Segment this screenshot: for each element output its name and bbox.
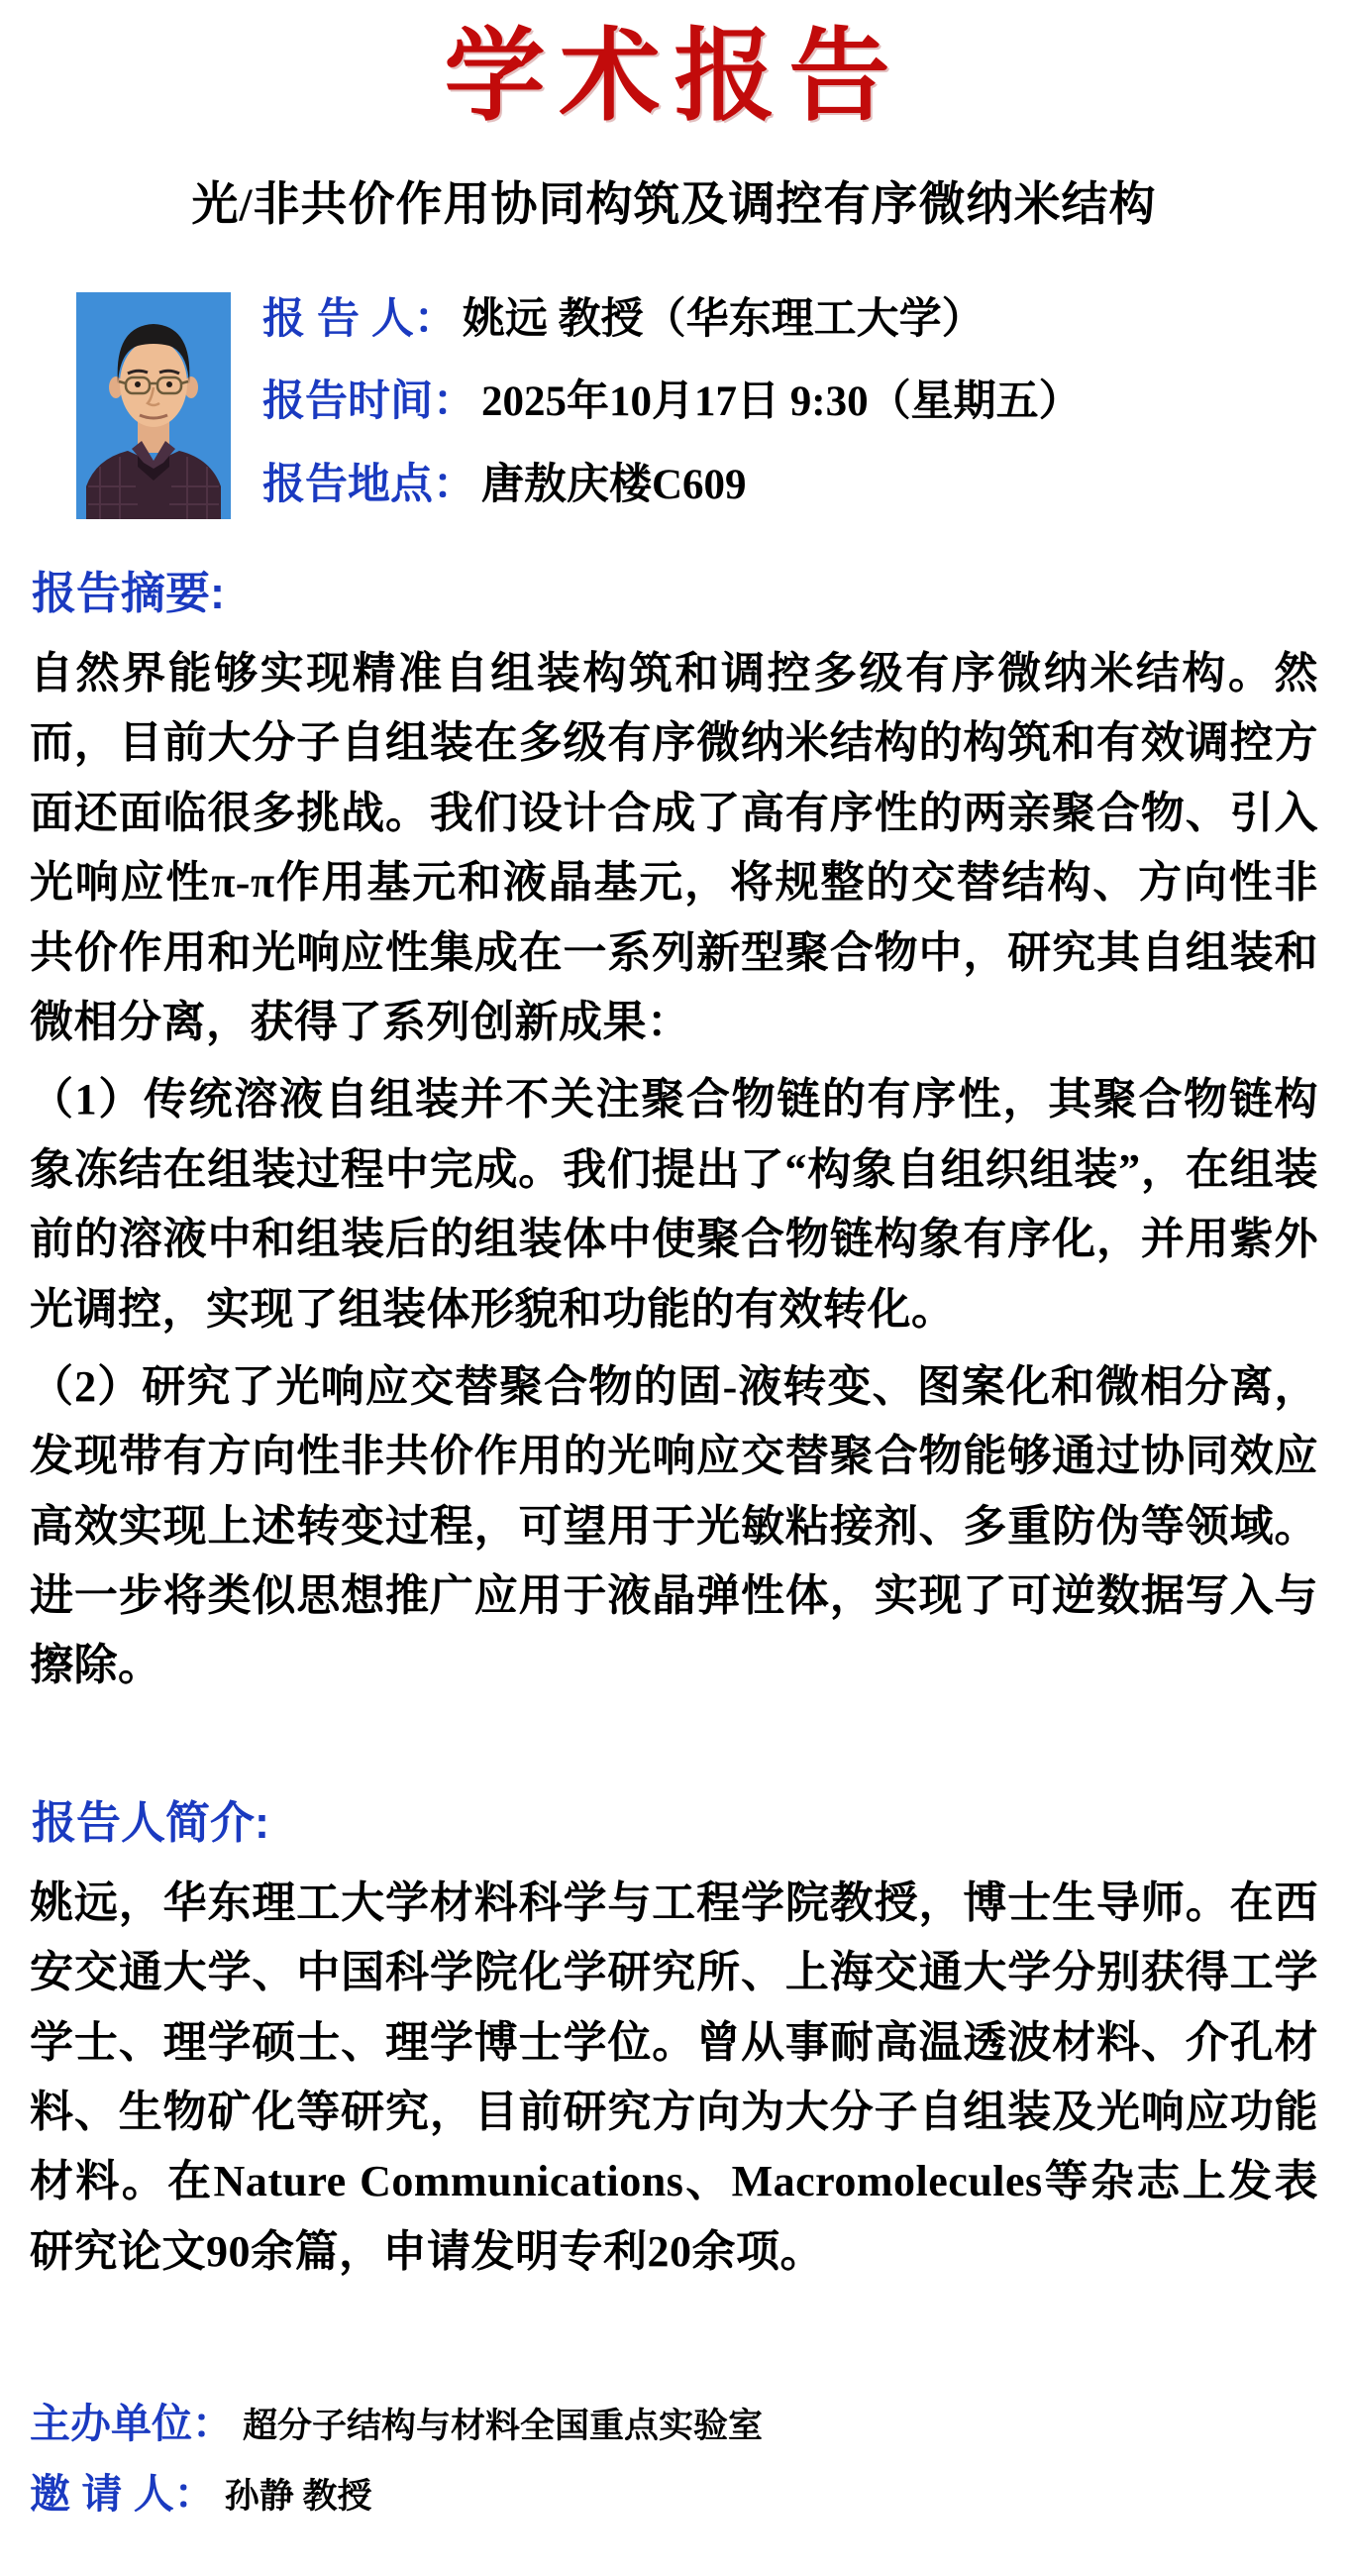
inviter-value: 孙静 教授 — [224, 2477, 372, 2517]
abstract-heading: 报告摘要: — [32, 568, 225, 618]
inviter-label: 邀 请 人： — [30, 2471, 215, 2518]
speaker-name: 姚远 教授（华东理工大学） — [462, 296, 985, 343]
speaker-row — [262, 296, 1082, 343]
inviter-row — [30, 2472, 1318, 2517]
speaker-block — [76, 292, 1318, 519]
location-value: 唐敖庆楼C609 — [481, 461, 747, 508]
speaker-label: 报 告 人： — [262, 295, 457, 343]
organizer-value: 超分子结构与材料全国重点实验室 — [243, 2407, 764, 2446]
abstract-paragraph-3: （2）研究了光响应交替聚合物的固-液转变、图案化和微相分离，发现带有方向性非共价作用的光响应交替聚合物能够通过协同效应高效实现上述转变过程，可望用于光敏粘接剂、多重防伪等领域。进一步将类似思想推广应用于液晶弹性体，实现了可逆数据写入与擦除。 — [30, 1361, 1318, 1690]
time-label: 报告时间： — [262, 377, 475, 426]
footer — [30, 2402, 1318, 2517]
location-label: 报告地点： — [262, 460, 475, 508]
abstract-paragraph-2: （1）传统溶液自组装并不关注聚合物链的有序性，其聚合物链构象冻结在组装过程中完成。我们提出了“构象自组织组装”，在组装前的溶液中和组装后的组装体中使聚合物链构象有序化，并用紫外光调控，实现了组装体形貌和功能的有效转化。 — [30, 1075, 1318, 1334]
time-row — [262, 378, 1082, 425]
lecture-title: 光/非共价作用协同构筑及调控有序微纳米结构 — [191, 179, 1157, 231]
bio-heading: 报告人简介: — [32, 1796, 269, 1848]
location-row — [262, 462, 1082, 508]
speaker-info — [262, 292, 1082, 508]
bio-paragraph: 姚远，华东理工大学材料科学与工程学院教授，博士生导师。在西安交通大学、中国科学院化学研究所、上海交通大学分别获得工学学士、理学硕士、理学博士学位。曾从事耐高温透波材料、介孔材料、生物矿化等研究，目前研究方向为大分子自组装及光响应功能材料。在Nature Communications、Macromolecules等杂志上发表研究论文90余篇，申请发明专利20余项。 — [30, 1878, 1318, 2276]
portrait-illustration — [76, 292, 231, 519]
organizer-label: 主办单位： — [30, 2401, 233, 2447]
abstract-paragraph-1: 自然界能够实现精准自组装构筑和调控多级有序微纳米结构。然而，目前大分子自组装在多级有序微纳米结构的构筑和有效调控方面还面临很多挑战。我们设计合成了高有序性的两亲聚合物、引入光响应性π-π作用基元和液晶基元，将规整的交替结构、方向性非共价作用和光响应性集成在一系列新型聚合物中，研究其自组装和微相分离，获得了系列创新成果： — [30, 649, 1318, 1046]
time-value: 2025年10月17日 9:30（星期五） — [481, 378, 1082, 426]
organizer-row — [30, 2402, 1318, 2446]
speaker-photo — [76, 292, 231, 519]
page-title: 学术报告 — [444, 17, 904, 136]
